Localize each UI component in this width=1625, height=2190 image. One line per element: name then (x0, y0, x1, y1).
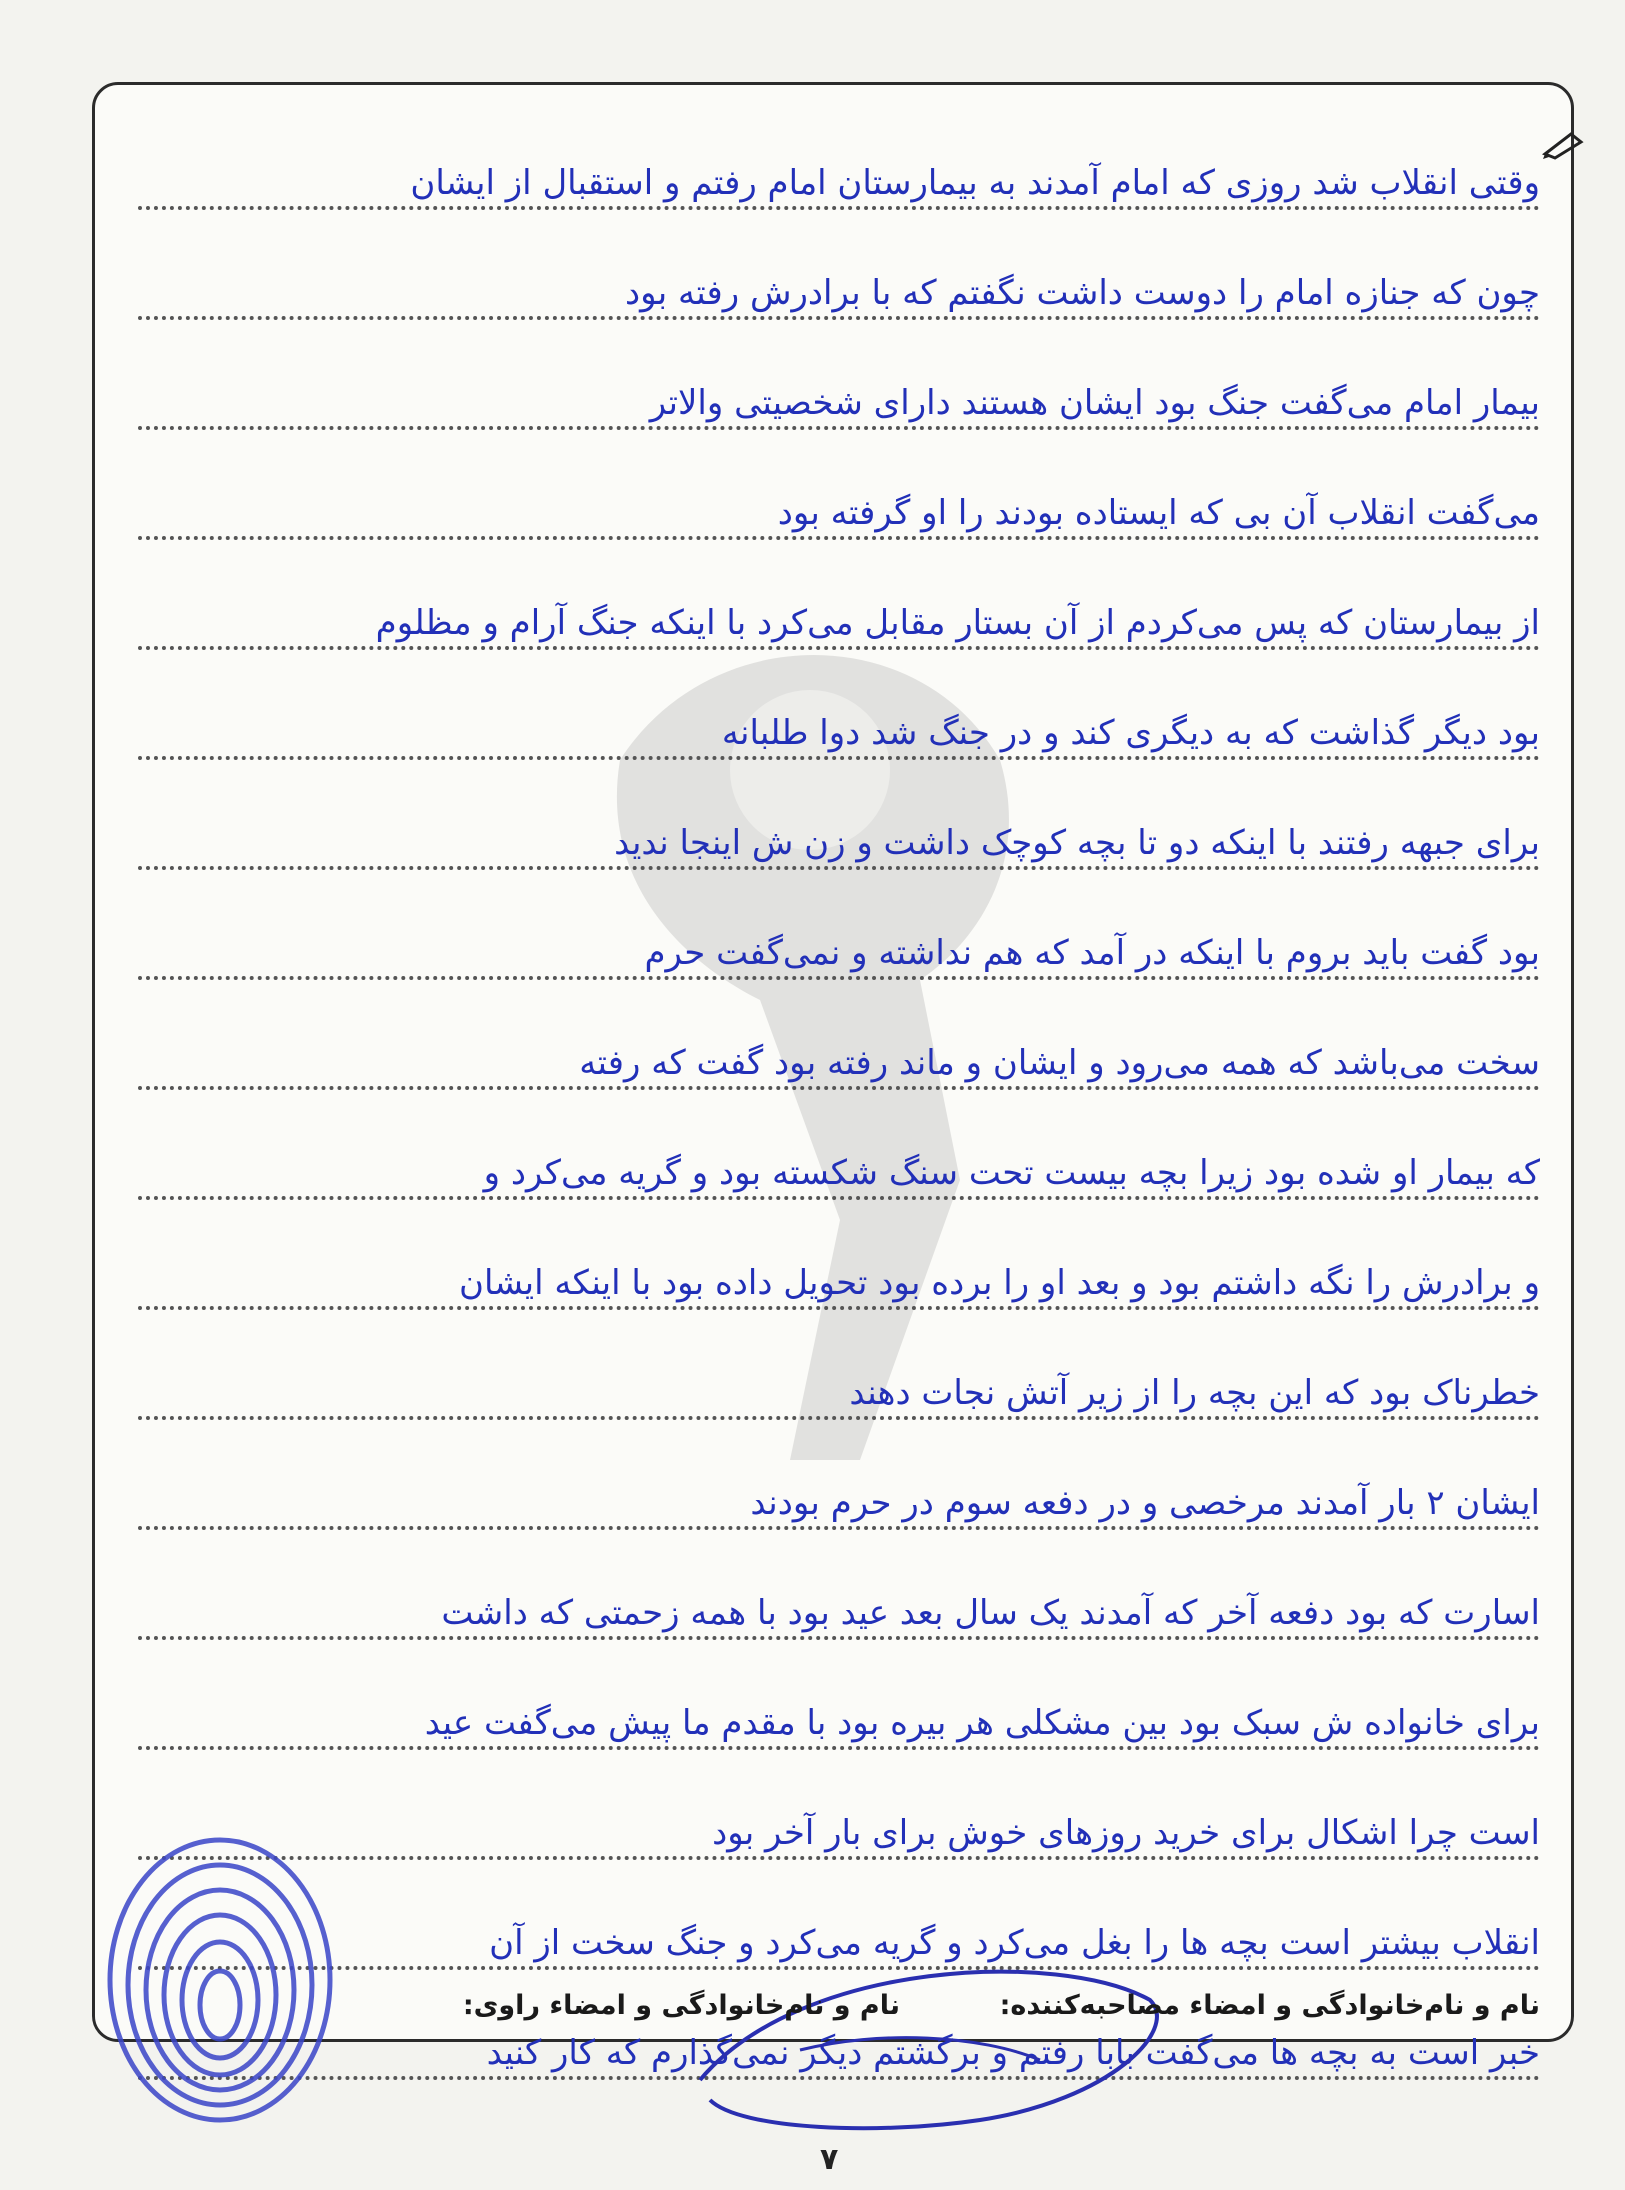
line-text: است چرا اشکال برای خرید روزهای خوش برای بار آخر بود (712, 1813, 1540, 1853)
text-line (138, 550, 1540, 660)
text-line (138, 110, 1540, 220)
text-line (138, 880, 1540, 990)
text-line (138, 440, 1540, 550)
text-line (138, 1210, 1540, 1320)
text-line (138, 330, 1540, 440)
line-text: ایشان ۲ بار آمدند مرخصی و در دفعه سوم در حرم بودند (750, 1483, 1540, 1523)
line-text: برای خانواده ش سبک بود بین مشکلی هر بیره بود با مقدم ما پیش می‌گفت عید (424, 1703, 1540, 1743)
pen-icon (1541, 128, 1587, 160)
text-line (138, 990, 1540, 1100)
signature-footer (130, 1990, 1550, 2030)
line-text: اسارت که بود دفعه آخر که آمدند یک سال بعد عید بود با همه زحمتی که داشت (441, 1593, 1540, 1633)
line-text: خطرناک بود که این بچه را از زیر آتش نجات دهند (849, 1373, 1540, 1413)
line-text: انقلاب بیشتر است بچه ها را بغل می‌کرد و گریه می‌کرد و جنگ سخت از آن (489, 1923, 1540, 1963)
line-text: برای جبهه رفتند با اینکه دو تا بچه کوچک داشت و زن ش اینجا ندید (614, 823, 1540, 863)
text-line (138, 1540, 1540, 1650)
interviewer-signature-label: نام و نام‌خانوادگی و امضاء مصاحبه‌کننده: (999, 1990, 1540, 2021)
text-line (138, 1100, 1540, 1210)
line-text: خبر است به بچه ها می‌گفت بابا رفتم و برگشتم دیگر نمی‌گذارم که کار کنید (486, 2033, 1540, 2073)
page-number: ۷ (820, 2142, 839, 2177)
text-line (138, 1320, 1540, 1430)
line-text: که بیمار او شده بود زیرا بچه بیست تحت سنگ شکسته بود و گریه می‌کرد و (483, 1153, 1540, 1193)
signature-mark (680, 1940, 1180, 2150)
line-text: سخت می‌باشد که همه می‌رود و ایشان و ماند رفته بود گفت که رفته (579, 1043, 1540, 1083)
text-line (138, 660, 1540, 770)
line-text: می‌گفت انقلاب آن بی که ایستاده بودند را او گرفته بود (777, 493, 1540, 533)
line-text: چون که جنازه امام را دوست داشت نگفتم که با برادرش رفته بود (625, 273, 1540, 313)
text-line (138, 1430, 1540, 1540)
fingerprint-stamp (90, 1820, 350, 2140)
narrator-signature-label: نام و نام‌خانوادگی و امضاء راوی: (462, 1990, 900, 2021)
line-text: و برادرش را نگه داشتم بود و بعد او را برده بود تحویل داده بود با اینکه ایشان (458, 1263, 1540, 1303)
line-text: بود دیگر گذاشت که به دیگری کند و در جنگ شد دوا طلبانه (721, 713, 1540, 753)
text-line (138, 770, 1540, 880)
text-line (138, 1650, 1540, 1760)
line-text: وقتی انقلاب شد روزی که امام آمدند به بیمارستان امام رفتم و استقبال از ایشان (410, 163, 1540, 203)
line-text: بیمار امام می‌گفت جنگ بود ایشان هستند دارای شخصیتی والاتر (649, 383, 1540, 423)
line-text: از بیمارستان که پس می‌کردم از آن بستار مقابل می‌کرد با اینکه جنگ آرام و مظلوم (375, 603, 1540, 643)
text-line (138, 220, 1540, 330)
handwritten-text-lines (138, 110, 1540, 2090)
line-text: بود گفت باید بروم با اینکه در آمد که هم نداشته و نمی‌گفت حرم (644, 933, 1540, 973)
